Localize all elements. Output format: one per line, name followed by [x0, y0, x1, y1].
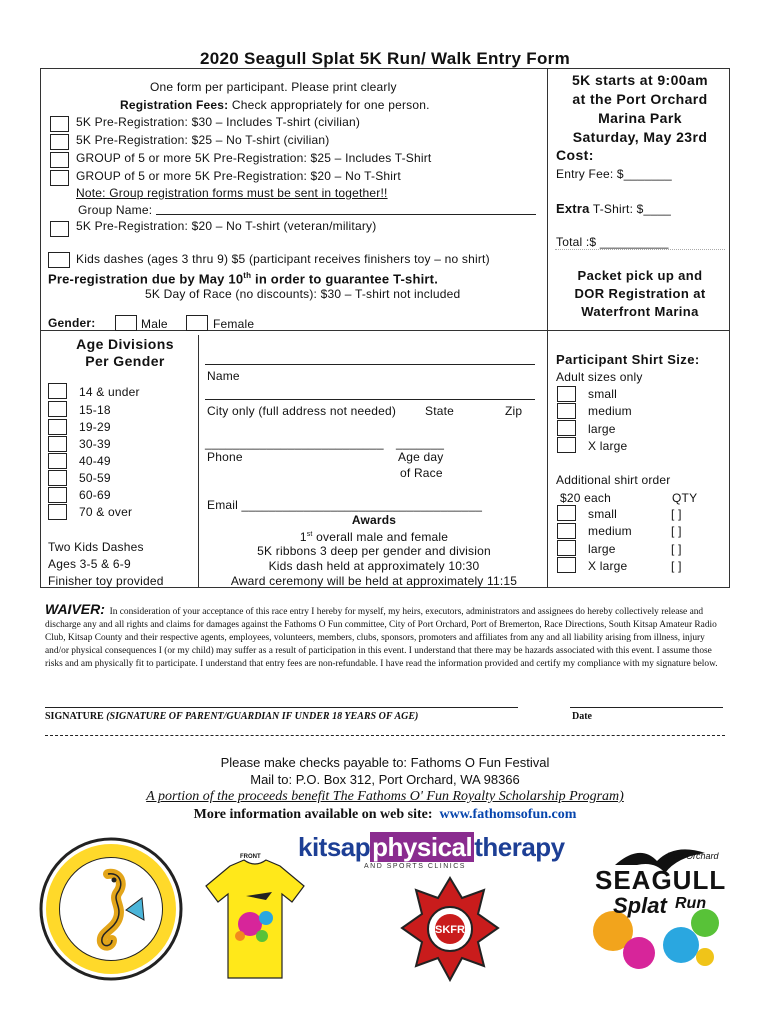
- waiver-block: [45, 603, 725, 671]
- website-link[interactable]: www.fathomsofun.com: [439, 807, 577, 822]
- extra-shirt-checkbox[interactable]: [557, 557, 576, 573]
- tshirt-image: [200, 852, 310, 982]
- extra-shirt-checkbox[interactable]: [557, 523, 576, 539]
- kitsap-subtitle: AND SPORTS CLINICS: [364, 863, 466, 870]
- kitsap-logo: [298, 832, 565, 882]
- age-checkbox[interactable]: [48, 453, 67, 469]
- phone-label: Phone: [207, 450, 243, 464]
- age-division: 30-39: [79, 437, 111, 451]
- fee-option: 5K Pre-Registration: $25 – No T-shirt (civilian): [76, 133, 330, 147]
- extra-shirt-size: small: [588, 507, 618, 521]
- packet-pickup: Packet pick up and: [577, 268, 703, 283]
- group-note: Note: Group registration forms must be sent in together!!: [76, 186, 388, 200]
- shirt-size-title: Participant Shirt Size:: [556, 352, 700, 367]
- day-of-race-fee: 5K Day of Race (no discounts): $30 – T-shirt not included: [145, 287, 461, 301]
- seagull-splat-logo: [585, 835, 735, 985]
- qty-field[interactable]: [ ]: [671, 542, 682, 556]
- city-label: City only (full address not needed): [207, 404, 397, 418]
- fee-option: 5K Pre-Registration: $30 – Includes T-shirt (civilian): [76, 115, 361, 129]
- state-label: State: [425, 404, 455, 418]
- award-sup: st: [306, 531, 313, 538]
- age-division: 60-69: [79, 488, 111, 502]
- fathoms-logo: [38, 836, 184, 982]
- shirt-size: small: [588, 387, 618, 401]
- shirt-size: X large: [588, 439, 628, 453]
- award-line: 5K ribbons 3 deep per gender and division: [257, 544, 491, 558]
- award-line: overall male and female: [312, 530, 449, 544]
- group-name-label: Group Name:: [78, 203, 153, 217]
- physical-word: physical: [372, 832, 473, 862]
- front-label: FRONT: [240, 854, 261, 860]
- additional-shirt-label: Additional shirt order: [556, 473, 671, 487]
- age-checkbox[interactable]: [48, 487, 67, 503]
- fee-checkbox[interactable]: [50, 170, 69, 186]
- kids-dash-info: Two Kids Dashes: [48, 540, 144, 554]
- fee-checkbox[interactable]: [50, 116, 69, 132]
- extra-shirt-size: medium: [588, 524, 632, 538]
- waiver-text: In consideration of your acceptance of this race entry I hereby for myself, my heirs, executors, administrators and assignees do hereby collectively release and discharge any and all rights and claims for damages against the Fathoms O Fun committee, City of Port Orchard, Port of Bremerton, Race Directions, South Kitsap Amateur Radio Club, Kitsap County and their respective agents, employees, volunteers, members, clubs, sponsors, promoters and affiliates from any and all liability arising from illness, injury and/or physical consequences I (or my child) may suffer as a result of participation in this event. I understand that there may be hazards associated with this event. I assume those risks and am physically fit to participate. I understand that entry fees are non-refundable. I have read the information provided and certify my compliance with my signature below.: [45, 607, 718, 669]
- age-divisions-title: Age Divisions: [76, 336, 174, 352]
- phone-field[interactable]: __________________________: [205, 436, 384, 450]
- shirt-size-checkbox[interactable]: [557, 420, 576, 436]
- fees-instruction: Check appropriately for one person.: [231, 98, 430, 112]
- race-date: Saturday, May 23rd: [572, 129, 708, 145]
- group-name-field[interactable]: [156, 214, 536, 215]
- fees-label: Registration Fees:: [120, 98, 229, 112]
- qty-field[interactable]: [ ]: [671, 507, 682, 521]
- kitsap-word: kitsap: [298, 832, 371, 862]
- age-division: 14 & under: [79, 385, 140, 399]
- name-label: Name: [207, 369, 240, 383]
- prereg-sup: th: [243, 271, 252, 280]
- age-checkbox[interactable]: [48, 504, 67, 520]
- gender-label: Gender:: [48, 316, 96, 330]
- age-division: 50-59: [79, 471, 111, 485]
- age-checkbox[interactable]: [48, 470, 67, 486]
- age-division: 70 & over: [79, 505, 133, 519]
- male-label: Male: [141, 317, 168, 331]
- seagull-logo-top: Port Orchard: [667, 851, 719, 861]
- additional-price: $20 each: [560, 491, 611, 505]
- start-location: at the Port Orchard: [572, 91, 708, 107]
- intro-line: One form per participant. Please print clearly: [150, 80, 397, 94]
- kids-dash-prize: Finisher toy provided: [48, 574, 164, 588]
- extra-shirt-checkbox[interactable]: [557, 540, 576, 556]
- age-division: 15-18: [79, 403, 111, 417]
- age-checkbox[interactable]: [48, 436, 67, 452]
- email-field[interactable]: Email ___________________________________: [207, 498, 483, 512]
- awards-title: Awards: [351, 513, 397, 527]
- fee-option: GROUP of 5 or more 5K Pre-Registration: $20 – No T-Shirt: [76, 169, 401, 183]
- fee-checkbox[interactable]: [50, 221, 69, 237]
- age-label: Age day: [398, 450, 444, 464]
- qty-field[interactable]: [ ]: [671, 559, 682, 573]
- age-checkbox[interactable]: [48, 419, 67, 435]
- date-field[interactable]: [570, 707, 723, 708]
- run-logo-word: Run: [675, 895, 707, 912]
- extra-shirt-size: X large: [588, 559, 628, 573]
- divider: [548, 330, 730, 331]
- fee-option: GROUP of 5 or more 5K Pre-Registration: $25 – Includes T-Shirt: [76, 151, 432, 165]
- age-division: 19-29: [79, 420, 111, 434]
- age-label-2: of Race: [400, 466, 443, 480]
- qty-field[interactable]: [ ]: [671, 524, 682, 538]
- cost-label: Cost:: [556, 147, 594, 163]
- shirt-size: large: [588, 422, 616, 436]
- divider: [555, 249, 725, 250]
- female-checkbox[interactable]: [186, 315, 208, 331]
- form-title: 2020 Seagull Splat 5K Run/ Walk Entry Form: [199, 49, 570, 68]
- signature-note: (SIGNATURE OF PARENT/GUARDIAN IF UNDER 18 YEARS OF AGE): [106, 711, 419, 722]
- address-field[interactable]: [205, 399, 535, 400]
- packet-pickup-2: DOR Registration at: [574, 286, 706, 301]
- fee-checkbox[interactable]: [50, 134, 69, 150]
- date-label: Date: [572, 711, 592, 722]
- checks-payable: Please make checks payable to: Fathoms O Fun Festival: [220, 755, 550, 770]
- extra-label: Extra: [556, 201, 590, 216]
- female-label: Female: [213, 317, 255, 331]
- extra-shirt-field[interactable]: T-Shirt: $____: [589, 202, 672, 216]
- kids-checkbox[interactable]: [48, 252, 70, 268]
- kids-option: Kids dashes (ages 3 thru 9) $5 (participant receives finishers toy – no shirt): [76, 252, 490, 266]
- age-checkbox[interactable]: [48, 383, 67, 399]
- start-location-2: Marina Park: [598, 110, 682, 126]
- therapy-word: therapy: [474, 832, 565, 862]
- award-line: 1: [299, 530, 307, 544]
- entry-fee-field[interactable]: Entry Fee: $_______: [556, 167, 672, 181]
- shirt-size-checkbox[interactable]: [557, 403, 576, 419]
- male-checkbox[interactable]: [115, 315, 137, 331]
- waiver-label: WAIVER:: [45, 601, 105, 617]
- name-field[interactable]: [205, 364, 535, 365]
- signature-label: SIGNATURE: [45, 711, 104, 722]
- signature-field[interactable]: [45, 707, 518, 708]
- fire-rescue-logo: [400, 876, 500, 982]
- shirt-size-checkbox[interactable]: [557, 437, 576, 453]
- proceeds-note: A portion of the proceeds benefit The Fathoms O' Fun Royalty Scholarship Program): [146, 789, 624, 804]
- age-field[interactable]: _______: [396, 436, 445, 450]
- kids-dash-ages: Ages 3-5 & 6-9: [48, 557, 131, 571]
- extra-shirt-checkbox[interactable]: [557, 505, 576, 521]
- total-field[interactable]: Total :$ __________: [556, 235, 669, 249]
- qty-header: QTY: [672, 491, 698, 505]
- fee-option: 5K Pre-Registration: $20 – No T-shirt (veteran/military): [76, 219, 377, 233]
- age-divisions-subtitle: Per Gender: [85, 353, 165, 369]
- award-line: Kids dash held at approximately 10:30: [268, 559, 480, 573]
- shirt-size: medium: [588, 404, 632, 418]
- mail-to: Mail to: P.O. Box 312, Port Orchard, WA 98366: [250, 772, 520, 787]
- award-line: Award ceremony will be held at approximately 11:15: [230, 574, 518, 588]
- zip-label: Zip: [505, 404, 523, 418]
- fire-logo-text: SKFR: [435, 924, 465, 936]
- extra-shirt-size: large: [588, 542, 616, 556]
- age-division: 40-49: [79, 454, 111, 468]
- cut-line: [45, 735, 725, 736]
- packet-pickup-3: Waterfront Marina: [581, 304, 699, 319]
- seagull-logo-word: SEAGULL: [595, 865, 727, 895]
- prereg-deadline: Pre-registration due by May 10: [48, 271, 244, 287]
- fee-checkbox[interactable]: [50, 152, 69, 168]
- more-info-label: More information available on web site:: [193, 807, 433, 822]
- age-checkbox[interactable]: [48, 401, 67, 417]
- start-time: 5K starts at 9:00am: [572, 72, 708, 88]
- shirt-size-checkbox[interactable]: [557, 386, 576, 402]
- splat-logo-word: Splat: [613, 893, 667, 918]
- prereg-note: in order to guarantee T-shirt.: [251, 271, 439, 287]
- adult-sizes-label: Adult sizes only: [556, 370, 643, 384]
